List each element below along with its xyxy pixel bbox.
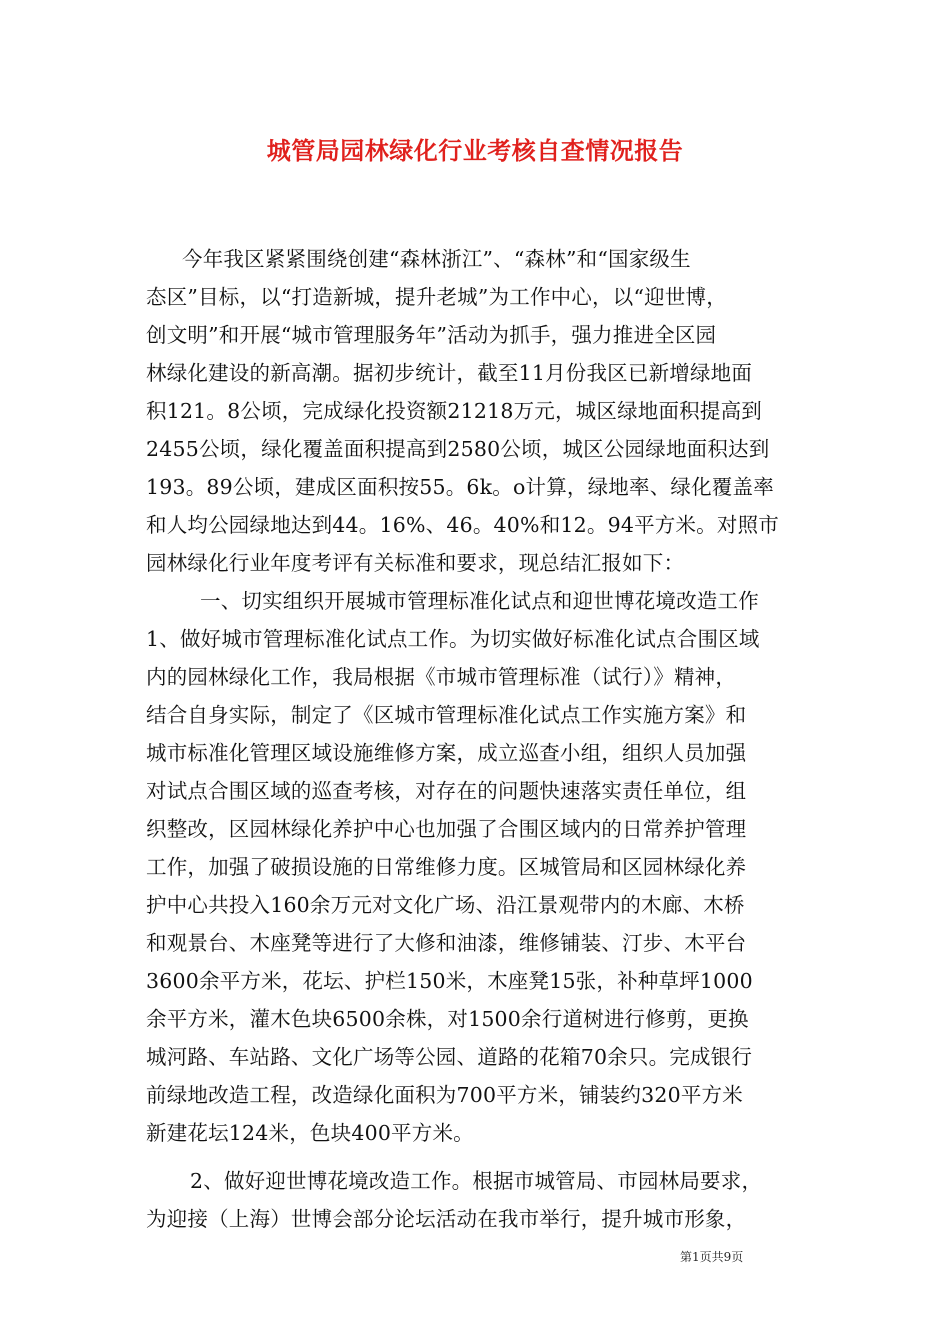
paragraph-line: 工作，加强了破损设施的日常维修力度。区城管局和区园林绿化养 [146, 855, 747, 879]
paragraph-line: 3600余平方米，花坛、护栏150米，木座凳15张，补种草坪1000 [146, 969, 753, 993]
paragraph-line: 2455公顷，绿化覆盖面积提高到2580公顷，城区公园绿地面积达到 [146, 437, 770, 461]
paragraph-line: 前绿地改造工程，改造绿化面积为700平方米，铺装约320平方米 [146, 1083, 743, 1107]
paragraph-line: 结合自身实际，制定了《区城市管理标准化试点工作实施方案》和 [146, 703, 747, 727]
paragraph-line: 余平方米，灌木色块6500余株，对1500余行道树进行修剪，更换 [146, 1007, 749, 1031]
paragraph-line: 护中心共投入160余万元对文化广场、沿江景观带内的木廊、木桥 [146, 893, 745, 917]
page-title: 城管局园林绿化行业考核自查情况报告 [266, 136, 684, 165]
paragraph-line: 为迎接（上海）世博会部分论坛活动在我市举行，提升城市形象， [146, 1207, 747, 1231]
paragraph-line: 和人均公园绿地达到44。16%、46。40%和12。94平方米。对照市 [146, 513, 779, 537]
paragraph-line: 1、做好城市管理标准化试点工作。为切实做好标准化试点合围区域 [146, 627, 760, 651]
paragraph-line: 林绿化建设的新高潮。据初步统计，截至11月份我区已新增绿地面 [146, 361, 753, 385]
section-heading: 一、切实组织开展城市管理标准化试点和迎世博花境改造工作 [200, 589, 759, 613]
paragraph-line: 态区”目标，以“打造新城，提升老城”为工作中心，以“迎世博， [146, 285, 727, 309]
paragraph-gap [146, 1152, 816, 1162]
paragraph-line: 织整改，区园林绿化养护中心也加强了合围区域内的日常养护管理 [146, 817, 747, 841]
report-body [146, 240, 816, 1238]
paragraph-line: 193。89公顷，建成区面积按55。6k。o计算，绿地率、绿化覆盖率 [146, 475, 774, 499]
paragraph-line: 创文明”和开展“城市管理服务年”活动为抓手，强力推进全区园 [146, 323, 717, 347]
paragraph-line: 城市标准化管理区域设施维修方案，成立巡查小组，组织人员加强 [146, 741, 747, 765]
paragraph-line: 内的园林绿化工作，我局根据《市城市管理标准（试行）》精神， [146, 665, 737, 689]
paragraph-line: 对试点合围区域的巡查考核，对存在的问题快速落实责任单位，组 [146, 779, 747, 803]
paragraph-line: 2、做好迎世博花境改造工作。根据市城管局、市园林局要求， [190, 1169, 763, 1193]
paragraph-line: 和观景台、木座凳等进行了大修和油漆，维修铺装、汀步、木平台 [146, 931, 747, 955]
paragraph-line: 积121。8公顷，完成绿化投资额21218万元，城区绿地面积提高到 [146, 399, 762, 423]
paragraph-line: 城河路、车站路、文化广场等公园、道路的花箱70余只。完成银行 [146, 1045, 753, 1069]
paragraph-line: 今年我区紧紧围绕创建“森林浙江”、“森林”和“国家级生 [182, 247, 691, 271]
paragraph-line: 新建花坛124米，色块400平方米。 [146, 1121, 474, 1145]
page-number: 第1页共9页 [680, 1250, 744, 1264]
paragraph-line: 园林绿化行业年度考评有关标准和要求，现总结汇报如下： [146, 551, 685, 575]
